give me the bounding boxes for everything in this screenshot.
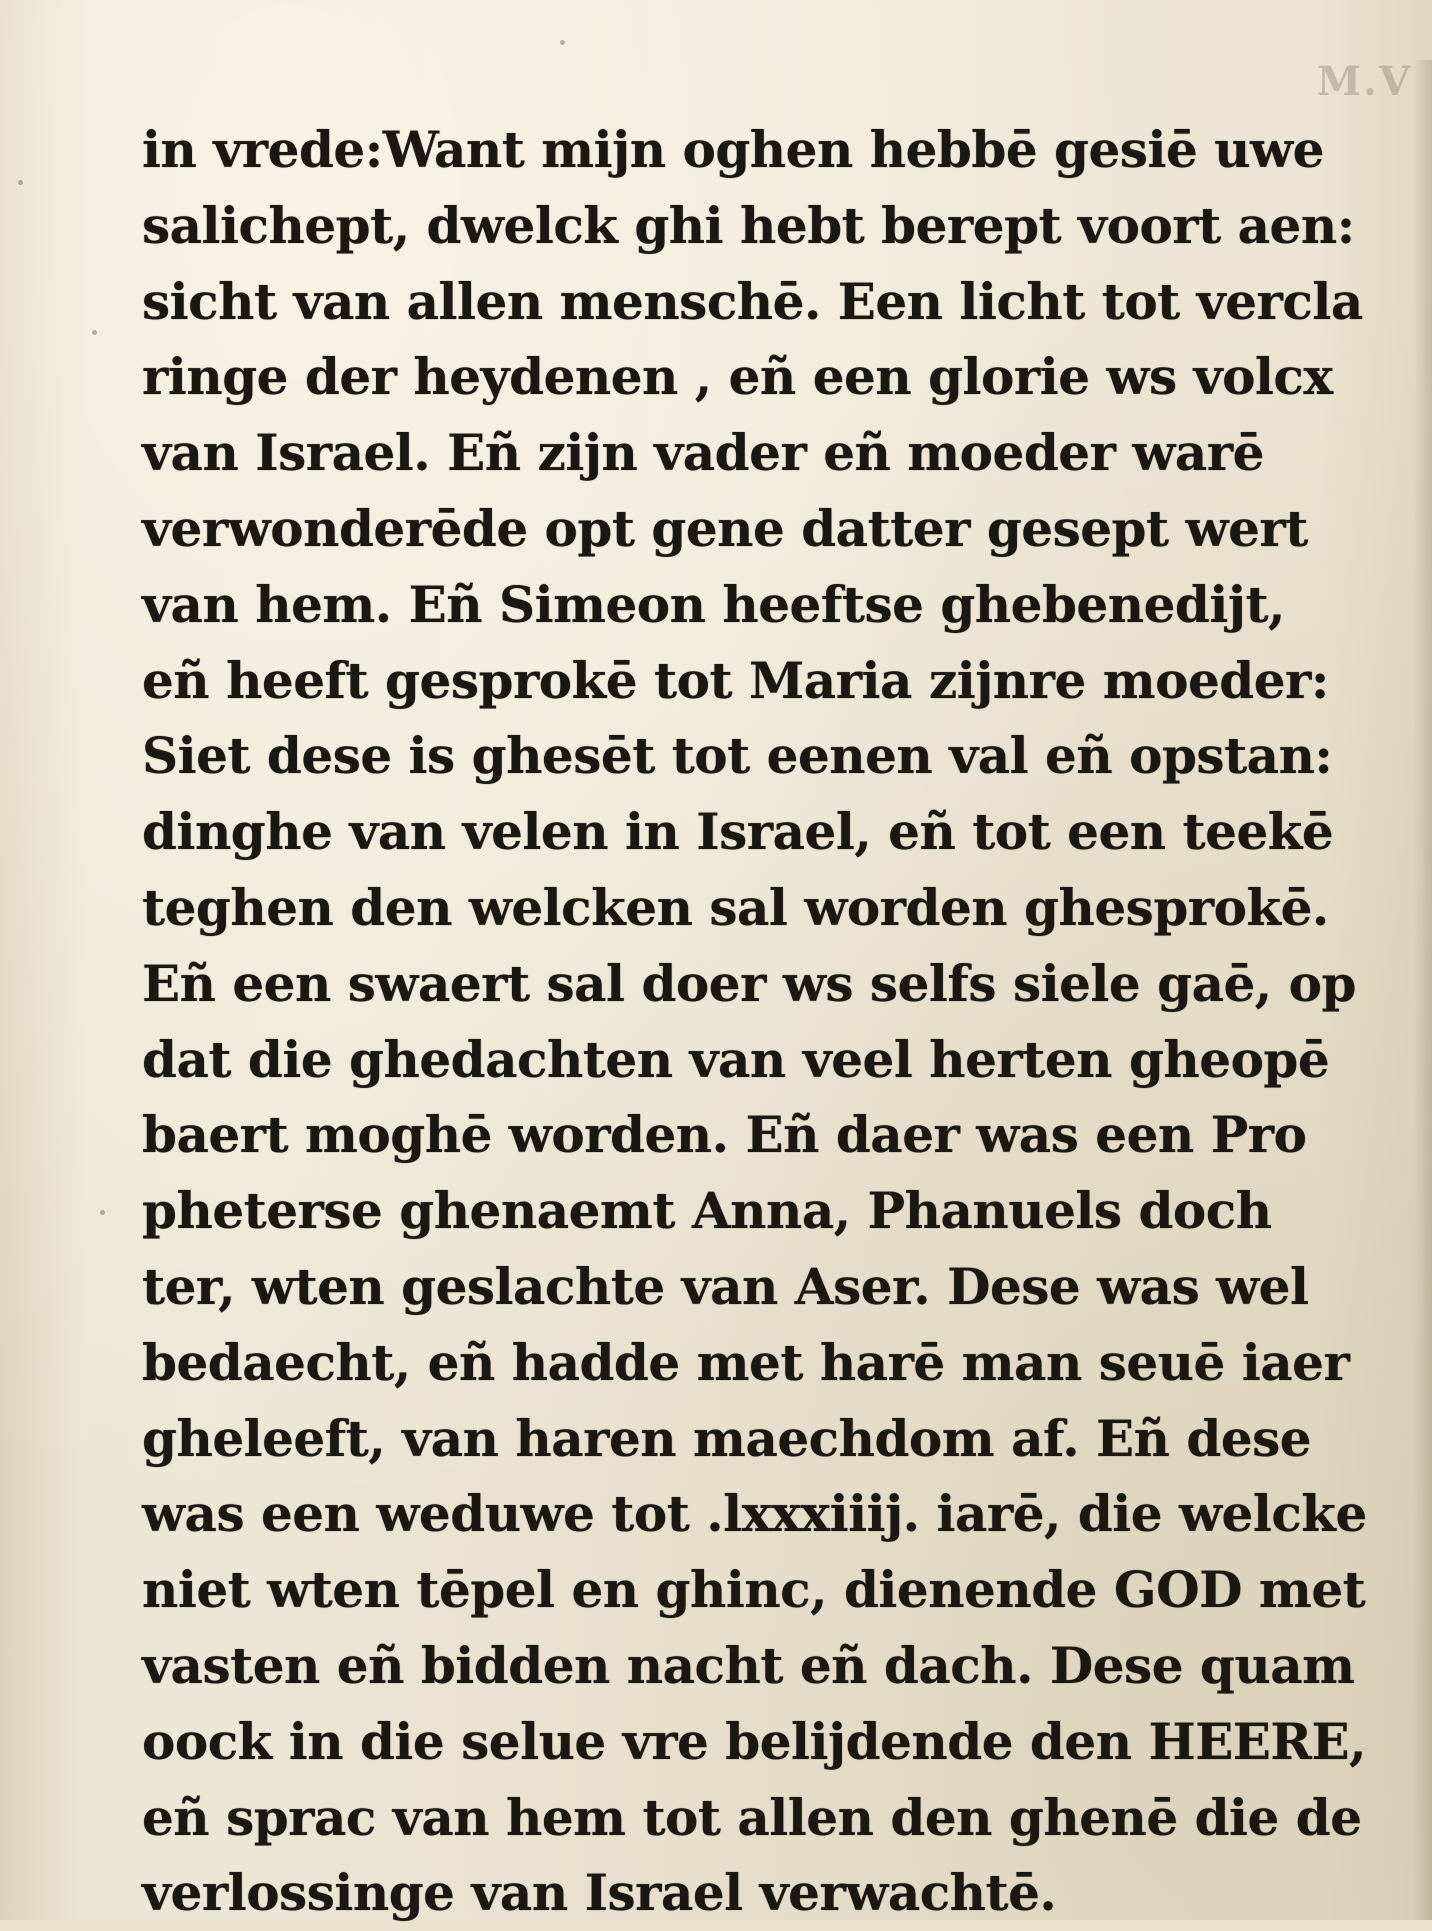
text-line: pheterse ghenaemt Anna, Phanuels doch [142, 1181, 1272, 1241]
text-line: dat die ghedachten van veel herten gheopē [142, 1029, 1330, 1089]
text-line: ter, wten geslachte van Aser. Dese was wel [142, 1256, 1309, 1316]
text-line: dinghe van velen in Israel, eñ tot een teekē [142, 802, 1334, 862]
text-line: sicht van allen menschē. Een licht tot vercla [142, 271, 1363, 331]
text-line: bedaecht, eñ hadde met harē man seuē iaer [142, 1332, 1350, 1392]
text-line: baert moghē worden. Eñ daer was een Pro [142, 1105, 1307, 1165]
paper-speck [560, 40, 565, 45]
text-line: teghen den welcken sal worden ghesprokē. [142, 877, 1329, 937]
text-line: verwonderēde opt gene datter gesept wert [142, 498, 1308, 558]
text-line: van hem. Eñ Simeon heeftse ghebenedijt, [142, 574, 1285, 634]
text-line: was een weduwe tot .lxxxiiij. iarē, die welcke [142, 1484, 1367, 1544]
text-line: oock in die selue vre belijdende den HEERE, [142, 1711, 1366, 1771]
text-line: eñ sprac van hem tot allen den ghenē die de [142, 1787, 1362, 1847]
text-line: Eñ een swaert sal doer ws selfs siele gaē, op [142, 953, 1356, 1013]
page-edge-shadow [1414, 60, 1432, 1920]
text-line: verlossinge van Israel verwachtē. [142, 1863, 1057, 1923]
text-line: gheleeft, van haren maechdom af. Eñ dese [142, 1408, 1312, 1468]
paper-speck [100, 1210, 105, 1215]
signature-mark: M.V [1316, 58, 1412, 105]
text-line: vasten eñ bidden nacht eñ dach. Dese quam [142, 1635, 1355, 1695]
body-text [142, 112, 1402, 1931]
text-line: niet wten tēpel en ghinc, dienende GOD met [142, 1560, 1366, 1620]
text-line: Siet dese is ghesēt tot eenen val eñ opstan: [142, 726, 1333, 786]
paper-speck [18, 180, 23, 185]
text-line: van Israel. Eñ zijn vader eñ moeder warē [142, 423, 1264, 483]
text-line: ringe der heydenen , eñ een glorie ws volcx [142, 347, 1333, 407]
text-line: salichept, dwelck ghi hebt berept voort aen: [142, 195, 1355, 255]
paper-speck [92, 330, 97, 335]
text-line: in vrede:Want mijn oghen hebbē gesiē uwe [142, 120, 1324, 179]
text-line: eñ heeft gesprokē tot Maria zijnre moeder: [142, 650, 1329, 710]
